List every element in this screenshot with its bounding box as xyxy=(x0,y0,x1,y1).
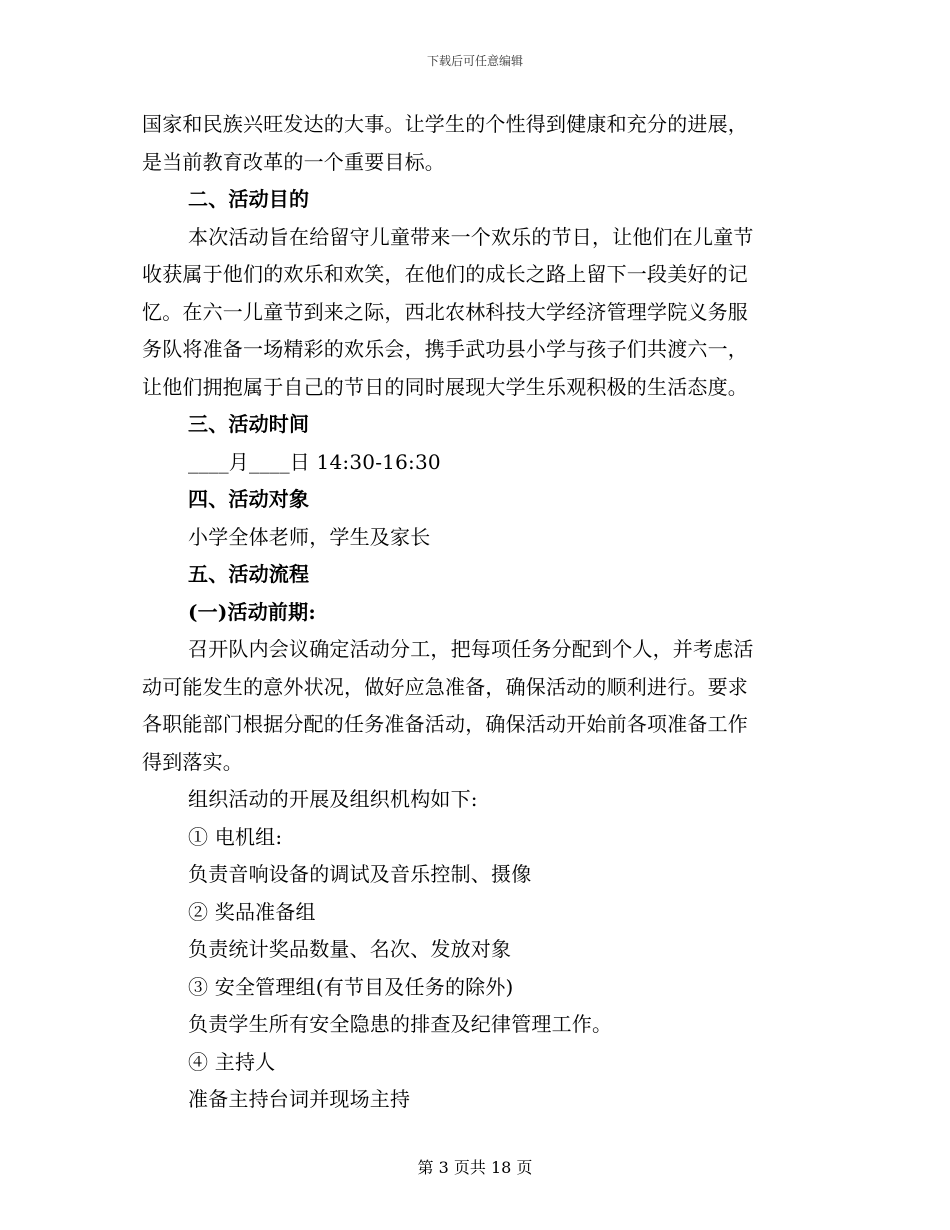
list-item-desc: 负责统计奖品数量、名次、发放对象 xyxy=(188,937,512,961)
paragraph-line: 是当前教育改革的一个重要目标。 xyxy=(142,149,445,174)
paragraph-line: 召开队内会议确定活动分工，把每项任务分配到个人，并考虑活 xyxy=(188,637,754,661)
section-heading-purpose: 二、活动目的 xyxy=(188,187,310,211)
paragraph-line: 本次活动旨在给留守儿童带来一个欢乐的节日，让他们在儿童节 xyxy=(188,224,754,249)
list-item-desc: 负责学生所有安全隐患的排查及纪律管理工作。 xyxy=(188,1012,613,1036)
header-note: 下载后可任意编辑 xyxy=(426,54,523,68)
list-item-title: ③ 安全管理组(有节目及任务的除外) xyxy=(188,974,514,999)
page-number: 第 3 页共 18 页 xyxy=(417,1158,533,1177)
paragraph-line: 各职能部门根据分配的任务准备活动，确保活动开始前各项准备工作 xyxy=(142,712,748,736)
section-heading-time: 三、活动时间 xyxy=(188,412,310,436)
paragraph-line: 忆。在六一儿童节到来之际，西北农林科技大学经济管理学院义务服 xyxy=(142,299,748,324)
paragraph-line: 国家和民族兴旺发达的大事。让学生的个性得到健康和充分的进展， xyxy=(142,112,748,136)
list-item-desc: 准备主持台词并现场主持 xyxy=(188,1087,411,1111)
section-heading-audience: 四、活动对象 xyxy=(188,487,310,511)
paragraph-line: 动可能发生的意外状况，做好应急准备，确保活动的顺利进行。要求 xyxy=(142,674,748,699)
document-body xyxy=(142,106,810,1119)
paragraph-line: 组织活动的开展及组织机构如下: xyxy=(188,787,478,811)
paragraph-line: 得到落实。 xyxy=(142,749,243,774)
list-item-title: ② 奖品准备组 xyxy=(188,899,316,924)
activity-time-line: ____月____日 14:30-16:30 xyxy=(188,449,441,474)
paragraph-line: 务队将准备一场精彩的欢乐会，携手武功县小学与孩子们共渡六一， xyxy=(142,337,748,361)
list-item-title: ④ 主持人 xyxy=(188,1049,276,1074)
list-item-desc: 负责音响设备的调试及音乐控制、摄像 xyxy=(188,862,532,886)
paragraph-line: 收获属于他们的欢乐和欢笑，在他们的成长之路上留下一段美好的记 xyxy=(142,262,748,286)
section-heading-process: 五、活动流程 xyxy=(188,562,310,586)
audience-line: 小学全体老师，学生及家长 xyxy=(188,524,431,549)
paragraph-line: 让他们拥抱属于自己的节日的同时展现大学生乐观积极的生活态度。 xyxy=(142,374,748,399)
subsection-heading-pre: (一)活动前期: xyxy=(188,599,316,624)
list-item-title: ① 电机组: xyxy=(188,824,283,849)
